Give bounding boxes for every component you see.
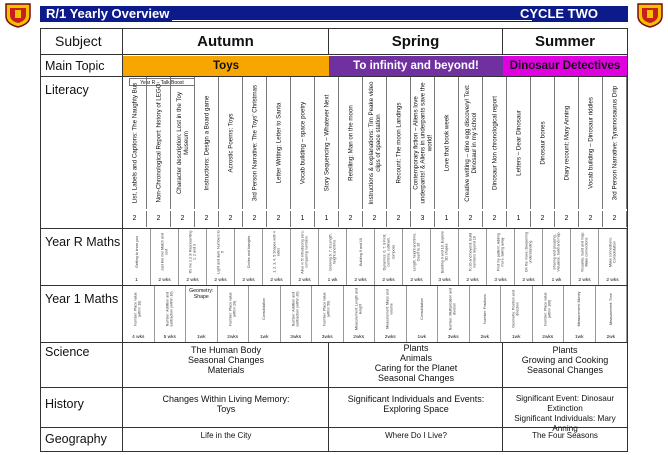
- topic-autumn: Toys: [123, 56, 329, 76]
- year-r-maths-unit-weeks: 2 wks: [599, 276, 627, 285]
- title-bar: [40, 6, 628, 22]
- literacy-unit-weeks: 2: [483, 211, 507, 227]
- history-item: Toys: [216, 404, 236, 414]
- year-1-maths-unit-cell: [564, 286, 596, 333]
- history-row: [41, 388, 627, 433]
- row-label-cell: [41, 428, 123, 451]
- overview-table: [40, 28, 628, 452]
- year-1-maths-unit-text: Number: Addition and subtraction (within 20): [291, 291, 300, 327]
- literacy-unit-text: List, Labels and Captions: The Naughty Bus: [131, 82, 138, 204]
- year-1-maths-unit-weeks: 3wks: [438, 333, 470, 342]
- literacy-unit-text: Letter Writing: Letter to Santa: [275, 102, 282, 184]
- topic-summer: Dinosaur Detectives: [503, 56, 627, 76]
- year-1-maths-unit-weeks: 2wks: [533, 333, 565, 342]
- topic-spring: To infinity and beyond!: [329, 56, 503, 76]
- year-1-maths-unit-cell: [375, 286, 407, 333]
- literacy-unit-text: Acrostic Poems: Toys: [227, 113, 234, 173]
- literacy-unit-text: Retelling: Man on the moon: [347, 105, 354, 181]
- year-r-maths-unit-weeks: 2 wks: [375, 276, 403, 285]
- literacy-unit-weeks: 2: [363, 211, 387, 227]
- year-r-maths-unit-text: On the move; Deepening understanding: [524, 232, 533, 272]
- year-r-maths-unit-weeks: 1: [123, 276, 151, 285]
- literacy-unit-weeks: 2: [339, 211, 363, 227]
- year-r-maths-unit-cell: [403, 229, 431, 276]
- literacy-unit-text: Contemporary fiction – Aliens love underpants! & Aliens in underpants save the world!: [412, 82, 433, 204]
- literacy-unit-weeks: 2: [243, 211, 267, 227]
- geography-summer-cell: [503, 428, 627, 451]
- cycle-label: CYCLE TWO: [520, 6, 598, 21]
- literacy-unit-text: Story Sequencing – Whatever Next: [323, 94, 330, 192]
- literacy-unit-weeks: 2: [219, 211, 243, 227]
- year-1-maths-unit-text: Measurement: Money: [577, 291, 582, 327]
- history-item: Significant Individuals and Events:: [347, 394, 485, 404]
- year-1-maths-unit-weeks: 1wk: [407, 333, 439, 342]
- literacy-unit-cell: [219, 77, 243, 209]
- year-1-maths-unit-weeks: 4 wks: [123, 333, 155, 342]
- year-r-maths-unit-cell: [571, 229, 599, 276]
- literacy-unit-weeks: 2: [387, 211, 411, 227]
- row-label-main-topic: Main Topic: [45, 59, 105, 73]
- year-r-maths-row: [41, 229, 627, 286]
- year-r-maths-unit-cell: [459, 229, 487, 276]
- year-1-maths-unit-cell: [249, 286, 281, 333]
- literacy-unit-text: Instructions & explanations: Tim Peake video clips of space station: [367, 81, 382, 205]
- science-spring: [329, 343, 503, 383]
- science-item: Seasonal Changes: [377, 373, 455, 383]
- geography-autumn: Life in the City: [200, 431, 252, 440]
- year-1-maths-unit-cell: [344, 286, 376, 333]
- page-header: [0, 0, 668, 28]
- year-r-maths-unit-cell: [515, 229, 543, 276]
- row-label-cell: [41, 286, 123, 342]
- year-1-maths-unit-weeks: 2wks: [344, 333, 376, 342]
- year-r-maths-unit-weeks: 2 wks: [571, 276, 599, 285]
- science-item: Seasonal Changes: [526, 365, 604, 375]
- science-summer: [503, 345, 627, 375]
- geography-autumn-cell: [123, 428, 329, 451]
- year-r-maths-unit-text: Make connections; Consolidation: [608, 237, 617, 267]
- year-r-maths-unit-cell: [487, 229, 515, 276]
- literacy-unit-cell: [459, 77, 483, 209]
- year-1-maths-unit-text: Number: Place value (within 100): [543, 292, 552, 326]
- year-r-maths-unit-cell: [543, 229, 571, 276]
- year-r-maths-unit-weeks: 3 wks: [431, 276, 459, 285]
- row-label-history: History: [45, 397, 84, 411]
- literacy-unit-weeks: 2: [147, 211, 171, 227]
- talk-boost-label: Year R – Talk Boost: [129, 78, 195, 86]
- year-1-maths-unit-cell: [312, 286, 344, 333]
- year-r-maths-unit-text: Alive in 5! Introducing zero, comparing numbers: [300, 230, 309, 274]
- year-1-maths-unit-cell: [281, 286, 313, 333]
- year-1-maths-unit-cell: [501, 286, 533, 333]
- year-1-maths-unit-weeks: 1wk: [501, 333, 533, 342]
- history-item: Significant Individuals: Mary Anning: [514, 414, 616, 433]
- year-1-maths-unit-cell: [155, 286, 187, 333]
- literacy-unit-text: Vocab building – Dinosaur riddles: [587, 97, 594, 189]
- literacy-unit-cell: [507, 77, 531, 209]
- term-header-summer: Summer: [534, 33, 596, 50]
- year-1-maths-unit-weeks: 1wk: [186, 333, 218, 342]
- row-label-geography: Geography: [45, 432, 107, 446]
- year-1-maths-unit-weeks: 2wk: [470, 333, 502, 342]
- year-r-maths-unit-weeks: 2 wks: [291, 276, 319, 285]
- row-label-cell: [41, 229, 123, 285]
- literacy-unit-text: Dinosaur bones: [539, 121, 546, 165]
- literacy-unit-cell: [267, 77, 291, 209]
- literacy-unit-cell: [363, 77, 387, 209]
- literacy-row: [41, 77, 627, 229]
- science-item: The Human Body: [190, 345, 262, 355]
- history-item: Significant Event: Dinosaur Extinction: [515, 394, 615, 413]
- row-label-cell: [41, 343, 123, 387]
- literacy-unit-cell: [603, 77, 627, 209]
- literacy-unit-text: Recount: The moon Landings: [395, 102, 402, 184]
- literacy-unit-text: Letters – Dear Dinosaur: [515, 110, 522, 176]
- history-item: Exploring Space: [383, 404, 449, 414]
- year-1-maths-unit-cell: [186, 286, 218, 333]
- geography-summer: The Four Seasons: [532, 431, 598, 440]
- literacy-unit-cell: [339, 77, 363, 209]
- year-1-maths-unit-weeks: 3wks: [281, 333, 313, 342]
- row-label-literacy: Literacy: [45, 83, 89, 97]
- science-autumn: [123, 345, 329, 375]
- year-r-maths-unit-cell: [347, 229, 375, 276]
- literacy-unit-weeks: 2: [555, 211, 579, 227]
- year-1-maths-unit-text: Number: Multiplication and division: [448, 287, 458, 331]
- year-1-maths-unit-text: Number: Place value (within 10): [133, 292, 143, 326]
- year-r-maths-unit-text: Sharing and grouping; Visualise, build and map: [552, 232, 561, 272]
- year-1-maths-unit-weeks: 1wk: [564, 333, 596, 342]
- year-1-maths-unit-weeks: 2wk: [596, 333, 628, 342]
- year-r-maths-unit-cell: [291, 229, 319, 276]
- science-item: Caring for the Planet: [374, 363, 458, 373]
- literacy-unit-weeks: 3: [411, 211, 435, 227]
- literacy-unit-weeks: 1: [507, 211, 531, 227]
- year-1-maths-unit-weeks: 2wks: [218, 333, 250, 342]
- literacy-unit-weeks: 1: [435, 211, 459, 227]
- year-r-maths-unit-text: Just like me! Match and sort: [160, 233, 169, 271]
- row-label-cell: [41, 388, 123, 427]
- literacy-unit-text: Vocab building – space poetry: [299, 101, 306, 185]
- year-1-maths-unit-weeks: 2wks: [375, 333, 407, 342]
- literacy-unit-text: Instructions: Design a Board game: [203, 95, 210, 191]
- year-r-maths-unit-weeks: 1 wk: [319, 276, 347, 285]
- science-item: Animals: [399, 353, 432, 363]
- year-r-maths-unit-weeks: 2 wks: [403, 276, 431, 285]
- year-r-maths-unit-text: 1, 2, 3, 4, 5 Shapes with 4 sides: [272, 231, 281, 273]
- history-item: Changes Within Living Memory:: [162, 394, 290, 404]
- year-r-maths-unit-weeks: 2 wks: [151, 276, 179, 285]
- history-spring-cell: [329, 388, 503, 427]
- year-1-maths-unit-cell: [218, 286, 250, 333]
- year-1-maths-unit-text: Consolidation: [419, 298, 424, 320]
- row-label-cell: [41, 55, 123, 76]
- year-1-maths-unit-text: Geometry: Position and direction: [511, 290, 521, 328]
- literacy-unit-weeks: 2: [195, 211, 219, 227]
- history-summer-cell: [503, 388, 627, 433]
- literacy-unit-text: 3rd Person Narrative: Tyrannosaurus Drip: [611, 85, 618, 201]
- literacy-unit-cell: [147, 77, 171, 209]
- year-r-maths-unit-weeks: 2 wks: [515, 276, 543, 285]
- year-r-maths-unit-cell: [263, 229, 291, 276]
- year-r-maths-unit-text: Building 9 and 10: [358, 238, 363, 266]
- history-spring: [329, 394, 503, 414]
- science-summer-cell: [503, 343, 627, 387]
- year-r-maths-unit-text: Visualise, build and map; Make connections: [580, 232, 589, 272]
- literacy-unit-cell: [555, 77, 579, 209]
- year-1-maths-unit-cell: [533, 286, 565, 333]
- year-1-maths-unit-weeks: 3wks: [312, 333, 344, 342]
- year-r-maths-unit-weeks: 3 wks: [487, 276, 515, 285]
- year-r-maths-unit-cell: [151, 229, 179, 276]
- year-1-maths-unit-cell: [407, 286, 439, 333]
- literacy-unit-cell: [411, 77, 435, 209]
- year-r-maths-unit-weeks: 2 wks: [263, 276, 291, 285]
- science-item: Plants: [403, 343, 429, 353]
- literacy-unit-text: 3rd Person Narrative: The Toys' Christmas: [251, 84, 258, 202]
- year-r-maths-unit-text: Find my pattern; Adding more, taking away: [496, 233, 505, 271]
- title-underline: [172, 20, 532, 21]
- year-1-maths-unit-text: Number: Place value (within 20): [228, 292, 237, 326]
- literacy-unit-cell: [291, 77, 315, 209]
- literacy-unit-cell: [531, 77, 555, 209]
- year-r-maths-unit-text: Getting to know you: [134, 236, 139, 268]
- year-1-maths-unit-text: Geometry: Shape: [189, 288, 214, 300]
- literacy-unit-weeks: 2: [531, 211, 555, 227]
- literacy-unit-cell: [123, 77, 147, 209]
- school-crest-icon: [2, 2, 34, 28]
- literacy-unit-weeks: 2: [123, 211, 147, 227]
- literacy-unit-weeks: 1: [291, 211, 315, 227]
- geography-row: [41, 428, 627, 451]
- page-title: R/1 Yearly Overview: [46, 6, 170, 21]
- literacy-unit-weeks: 2: [171, 211, 195, 227]
- year-r-maths-unit-cell: [123, 229, 151, 276]
- science-row: [41, 343, 627, 388]
- term-header-spring: Spring: [329, 29, 503, 54]
- year-1-maths-unit-weeks: 5 wks: [155, 333, 187, 342]
- row-label-cell: [41, 77, 123, 228]
- year-r-maths-unit-weeks: 2 wks: [347, 276, 375, 285]
- row-label-year-r-maths: Year R Maths: [45, 235, 121, 249]
- year-r-maths-unit-text: Dynamics: 6, 7, 8 First, combine, subtract, compose: [382, 233, 395, 271]
- literacy-unit-text: Creative writing – dino egg discovery! Text: Dinosaur in my school: [463, 84, 478, 202]
- year-r-maths-unit-weeks: 2 wks: [459, 276, 487, 285]
- science-item: Seasonal Changes: [187, 355, 265, 365]
- literacy-unit-cell: [579, 77, 603, 209]
- geography-spring: Where Do I Live?: [385, 431, 447, 440]
- year-1-maths-unit-cell: [123, 286, 155, 333]
- year-r-maths-unit-weeks: 2 wks: [207, 276, 235, 285]
- science-item: Growing and Cooking: [521, 355, 609, 365]
- science-item: Plants: [552, 345, 578, 355]
- year-r-maths-unit-text: It's me 1 2 3! Representing 1, 2 and 3: [188, 230, 197, 274]
- year-r-maths-unit-text: Building 9 and 10; Explore 3D shapes: [440, 231, 449, 273]
- literacy-unit-cell: [243, 77, 267, 209]
- year-r-maths-unit-cell: [599, 229, 627, 276]
- literacy-unit-weeks: 2: [579, 211, 603, 227]
- science-spring-cell: [329, 343, 503, 387]
- school-crest-icon: [634, 2, 666, 28]
- year-1-maths-unit-text: Consolidation: [262, 298, 267, 320]
- year-1-maths-unit-text: Measurement: Length and Height: [354, 288, 363, 330]
- literacy-unit-weeks: 1: [315, 211, 339, 227]
- literacy-unit-cell: [435, 77, 459, 209]
- science-item: Materials: [207, 365, 245, 375]
- year-r-maths-unit-cell: [319, 229, 347, 276]
- literacy-unit-weeks: 2: [459, 211, 483, 227]
- literacy-unit-text: Character description: Lost in the Toy Museum: [175, 91, 190, 195]
- row-label-subject: Subject: [55, 33, 102, 49]
- history-autumn-cell: [123, 388, 329, 427]
- subject-row: [41, 29, 627, 55]
- row-label-year-1-maths: Year 1 Maths: [45, 292, 119, 306]
- year-r-maths-unit-cell: [179, 229, 207, 276]
- geography-spring-cell: [329, 428, 503, 451]
- year-1-maths-unit-cell: [438, 286, 470, 333]
- year-r-maths-unit-cell: [431, 229, 459, 276]
- row-label-science: Science: [45, 345, 90, 359]
- literacy-unit-text: Non-Chronological Report: history of LEGO: [155, 83, 162, 203]
- year-r-maths-unit-text: To 20 and beyond; Build numbers beyond 10: [468, 232, 477, 272]
- year-r-maths-unit-text: Circles and triangles: [246, 235, 251, 269]
- literacy-unit-weeks: 2: [603, 211, 627, 227]
- year-1-maths-unit-cell: [596, 286, 628, 333]
- year-1-maths-unit-text: Number: Place value (within 50): [322, 292, 332, 326]
- literacy-unit-cell: [315, 77, 339, 209]
- row-label-cell: [41, 29, 123, 54]
- literacy-unit-text: Love that book week: [443, 114, 450, 172]
- year-r-maths-unit-weeks: 1 wk: [543, 276, 571, 285]
- year-1-maths-unit-text: Number: Addition and subtraction (within 10): [165, 291, 174, 327]
- history-autumn: [123, 394, 329, 414]
- year-r-maths-unit-cell: [235, 229, 263, 276]
- year-r-maths-unit-weeks: 2 wks: [179, 276, 207, 285]
- year-1-maths-unit-text: Number: Fractions: [482, 294, 487, 324]
- year-r-maths-unit-text: Length, height and time; Count to 20: [412, 232, 421, 272]
- year-r-maths-unit-text: Growing 6, 7, 8 Length, height and time: [328, 233, 337, 271]
- literacy-unit-cell: [387, 77, 411, 209]
- literacy-unit-text: Dinosaur Non chronological report: [491, 96, 498, 190]
- literacy-unit-weeks: 2: [267, 211, 291, 227]
- year-r-maths-unit-weeks: 2 wks: [235, 276, 263, 285]
- term-header-autumn: Autumn: [123, 29, 329, 54]
- literacy-unit-cell: [171, 77, 195, 209]
- year-r-maths-unit-cell: [207, 229, 235, 276]
- science-autumn-cell: [123, 343, 329, 387]
- year-1-maths-unit-weeks: 1wk: [249, 333, 281, 342]
- year-1-maths-unit-text: Measurement: Mass and volume: [385, 289, 395, 329]
- main-topic-row: [41, 55, 627, 77]
- literacy-unit-text: Diary recount: Mary Anning: [563, 105, 570, 181]
- literacy-unit-cell: [483, 77, 507, 209]
- literacy-unit-cell: [195, 77, 219, 209]
- year-1-maths-unit-cell: [470, 286, 502, 333]
- year-1-maths-row: [41, 286, 627, 343]
- year-r-maths-unit-cell: [375, 229, 403, 276]
- year-r-maths-unit-text: Light and dark: Numbers to 5: [216, 230, 225, 274]
- year-1-maths-unit-text: Measurement: Time: [608, 293, 613, 325]
